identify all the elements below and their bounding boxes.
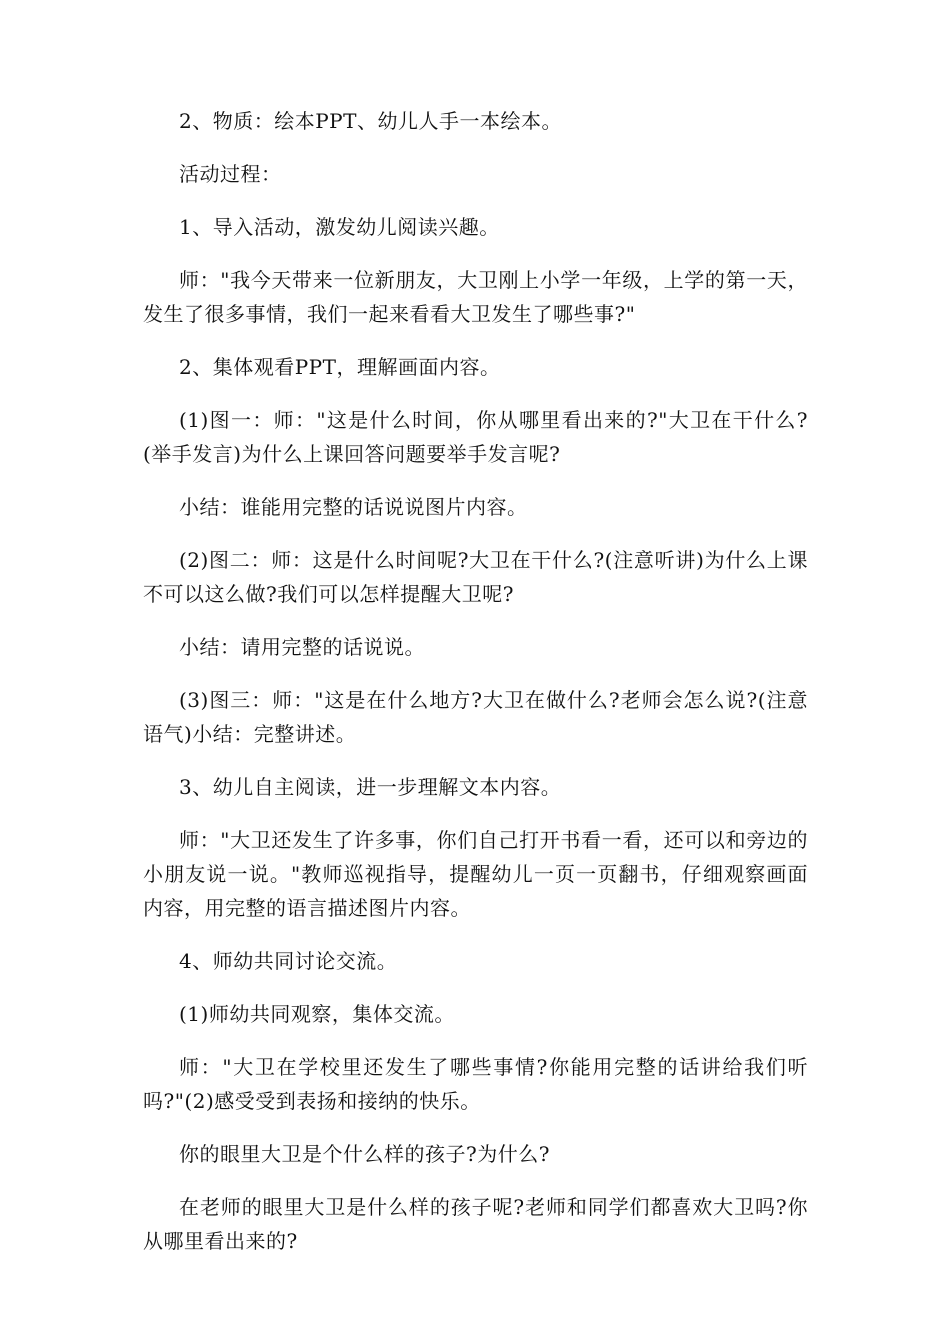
paragraph-teacher-intro: 师："我今天带来一位新朋友，大卫刚上小学一年级，上学的第一天，发生了很多事情，我们一起来看看大卫发生了哪些事?" bbox=[143, 268, 808, 326]
paragraph-step-2: 2、集体观看PPT，理解画面内容。 bbox=[179, 355, 501, 379]
paragraph-picture-2: (2)图二：师：这是什么时间呢?大卫在干什么?(注意听讲)为什么上课不可以这么做?我们可以怎样提醒大卫呢? bbox=[143, 548, 808, 606]
paragraph-teacher-reading: 师："大卫还发生了许多事，你们自己打开书看一看，还可以和旁边的小朋友说一说。"教师巡视指导，提醒幼儿一页一页翻书，仔细观察画面内容，用完整的语言描述图片内容。 bbox=[143, 828, 808, 920]
paragraph-picture-3: (3)图三：师："这是在什么地方?大卫在做什么?老师会怎么说?(注意语气)小结：完整讲述。 bbox=[143, 688, 808, 746]
paragraph-teacher-question: 师："大卫在学校里还发生了哪些事情?你能用完整的话讲给我们听吗?"(2)感受受到表扬和接纳的快乐。 bbox=[143, 1055, 808, 1113]
paragraph-summary-1: 小结：谁能用完整的话说说图片内容。 bbox=[179, 495, 528, 519]
paragraph-step-1: 1、导入活动，激发幼儿阅读兴趣。 bbox=[179, 215, 500, 239]
paragraph-step-3: 3、幼儿自主阅读，进一步理解文本内容。 bbox=[179, 775, 562, 799]
paragraph-summary-2: 小结：请用完整的话说说。 bbox=[179, 635, 425, 659]
document-body bbox=[143, 104, 808, 1277]
paragraph-picture-1: (1)图一：师："这是什么时间，你从哪里看出来的?"大卫在干什么?(举手发言)为什么上课回答问题要举手发言呢? bbox=[143, 408, 808, 466]
paragraph-observe: (1)师幼共同观察，集体交流。 bbox=[179, 1002, 455, 1026]
paragraph-materials: 2、物质：绘本PPT、幼儿人手一本绘本。 bbox=[179, 109, 562, 133]
paragraph-question-teacher: 在老师的眼里大卫是什么样的孩子呢?老师和同学们都喜欢大卫吗?你从哪里看出来的? bbox=[143, 1195, 808, 1253]
paragraph-step-4: 4、师幼共同讨论交流。 bbox=[179, 949, 398, 973]
paragraph-process-heading: 活动过程： bbox=[179, 162, 282, 186]
paragraph-question-eyes: 你的眼里大卫是个什么样的孩子?为什么? bbox=[179, 1142, 550, 1166]
